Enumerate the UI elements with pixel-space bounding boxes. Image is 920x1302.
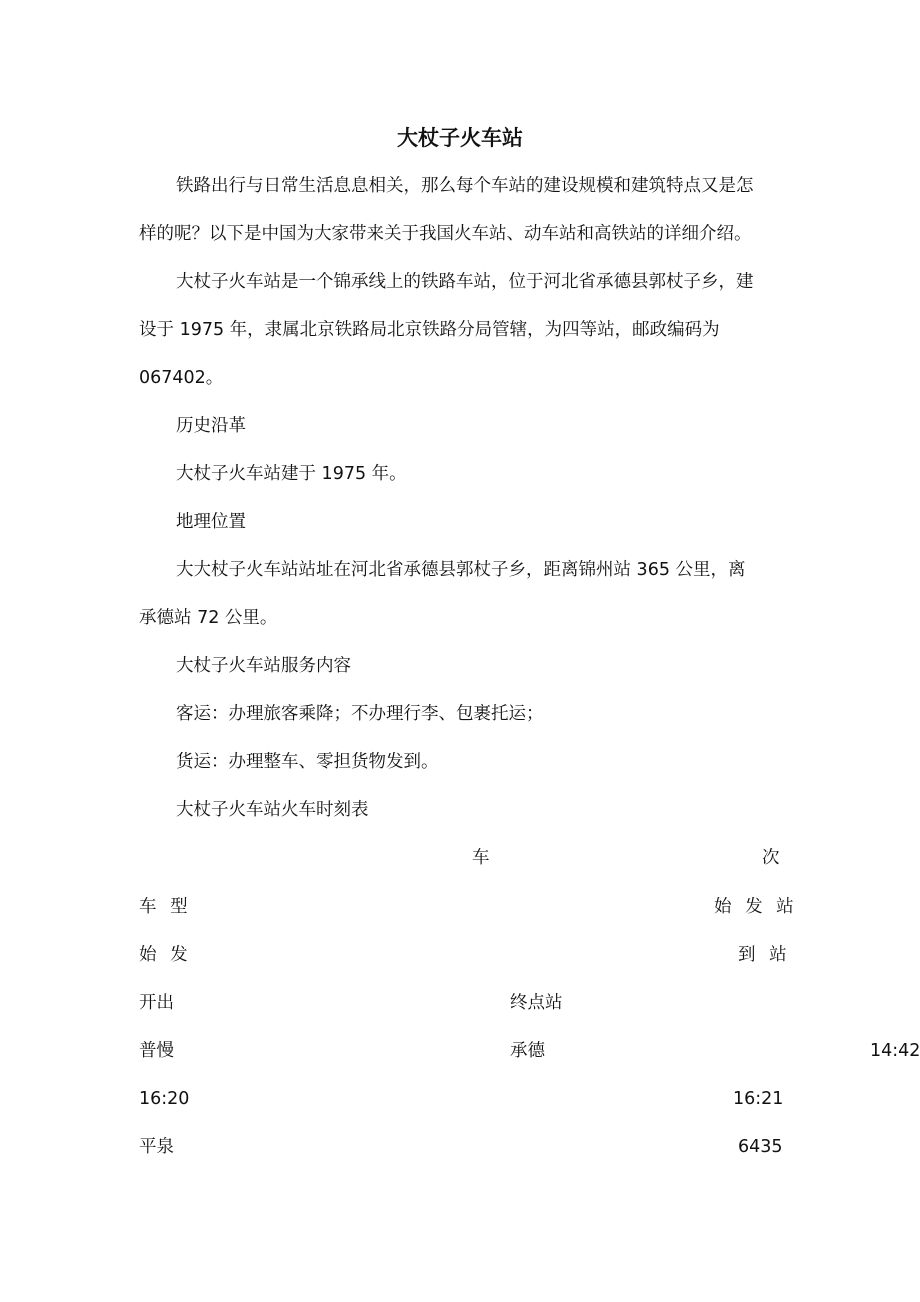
timetable-header-type: 车 型 — [139, 897, 192, 917]
timetable-row1-origin: 承德 — [510, 1041, 545, 1061]
history-heading: 历史沿革 — [176, 416, 246, 436]
timetable-header-leave: 开出 — [139, 993, 174, 1013]
timetable-header-train-b: 次 — [762, 848, 780, 868]
passenger-service: 客运：办理旅客乘降；不办理行李、包裹托运； — [176, 704, 544, 724]
timetable-row2-time-b: 16:21 — [733, 1089, 784, 1109]
service-heading: 大杖子火车站服务内容 — [176, 656, 351, 676]
location-line-1: 大大杖子火车站站址在河北省承德县郭杖子乡，距离锦州站 365 公里，离 — [176, 560, 746, 580]
timetable-row1-time: 14:42 — [870, 1041, 920, 1061]
description-line-2: 设于 1975 年，隶属北京铁路局北京铁路分局管辖，为四等站，邮政编码为 — [139, 320, 720, 340]
description-line-1: 大杖子火车站是一个锦承线上的铁路车站，位于河北省承德县郭杖子乡，建 — [176, 272, 754, 292]
description-line-3: 067402。 — [139, 368, 224, 388]
location-heading: 地理位置 — [176, 512, 246, 532]
history-text: 大杖子火车站建于 1975 年。 — [176, 464, 407, 484]
timetable-row2-time-a: 16:20 — [139, 1089, 190, 1109]
timetable-header-arrive: 到 站 — [738, 945, 791, 965]
timetable-header-terminal: 终点站 — [510, 993, 563, 1013]
timetable-header-train-a: 车 — [472, 848, 490, 868]
freight-service: 货运：办理整车、零担货物发到。 — [176, 752, 439, 772]
location-line-2: 承德站 72 公里。 — [139, 608, 278, 628]
intro-paragraph-line-2: 样的呢？以下是中国为大家带来关于我国火车站、动车站和高铁站的详细介绍。 — [139, 224, 752, 244]
timetable-header-depart: 始 发 — [139, 945, 192, 965]
timetable-row3-terminal: 平泉 — [139, 1137, 174, 1157]
timetable-header-origin: 始 发 站 — [714, 897, 798, 917]
timetable-heading: 大杖子火车站火车时刻表 — [176, 800, 369, 820]
timetable-row1-type: 普慢 — [139, 1041, 174, 1061]
page-title: 大杖子火车站 — [397, 126, 523, 150]
intro-paragraph-line-1: 铁路出行与日常生活息息相关，那么每个车站的建设规模和建筑特点又是怎 — [176, 176, 754, 196]
timetable-row3-train: 6435 — [738, 1137, 783, 1157]
